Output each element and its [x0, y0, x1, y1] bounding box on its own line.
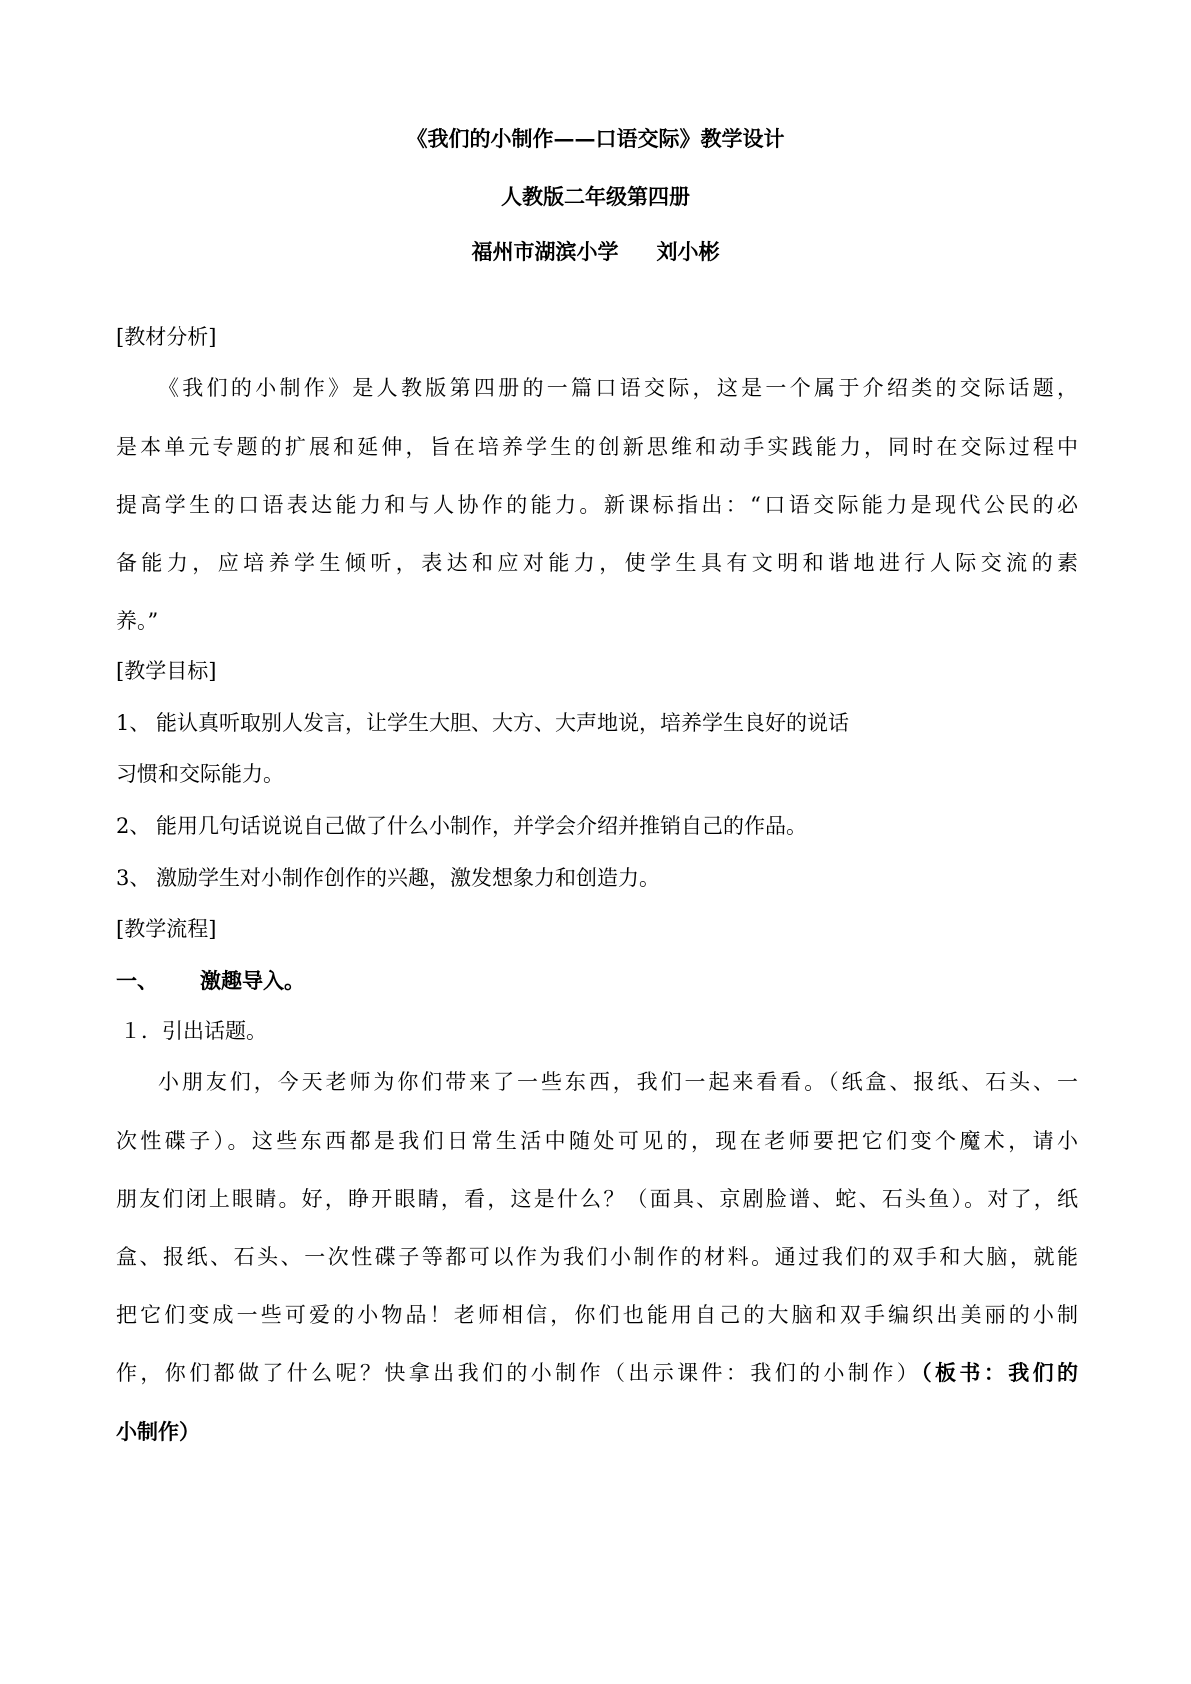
analysis-line: 备能力，应培养学生倾听，表达和应对能力，使学生具有文明和谐地进行人际交流的素 [116, 551, 1078, 575]
goal-item [116, 811, 807, 841]
process-heading: [教学流程] [116, 917, 217, 941]
board-note: （板书：我们的 [921, 1360, 1079, 1385]
document-edition: 人教版二年级第四册 [501, 184, 690, 209]
step-number: 一、 [116, 968, 158, 993]
process-line: 次性碟子）。这些东西都是我们日常生活中随处可见的，现在老师要把它们变个魔术，请小 [116, 1129, 1078, 1153]
analysis-heading: [教材分析] [116, 325, 217, 349]
process-line: 把它们变成一些可爱的小物品！老师相信，你们也能用自己的大脑和双手编织出美丽的小制 [116, 1303, 1078, 1327]
goal-item [116, 863, 660, 893]
goal-number: 1、 [116, 711, 151, 735]
process-line: 盒、报纸、石头、一次性碟子等都可以作为我们小制作的材料。通过我们的双手和大脑，就能 [116, 1245, 1078, 1269]
document-byline [0, 237, 1191, 267]
board-note-end: 小制作） [116, 1419, 200, 1444]
step-title: 激趣导入。 [200, 968, 305, 993]
process-line: 小朋友们，今天老师为你们带来了一些东西，我们一起来看看。（纸盒、报纸、石头、一 [158, 1070, 1078, 1094]
analysis-line: 《我们的小制作》是人教版第四册的一篇口语交际，这是一个属于介绍类的交际话题， [158, 376, 1078, 400]
goal-item [116, 708, 849, 738]
analysis-line: 提高学生的口语表达能力和与人协作的能力。新课标指出：“口语交际能力是现代公民的必 [116, 493, 1078, 517]
goals-heading: [教学目标] [116, 659, 217, 683]
goal-text: 能认真听取别人发言，让学生大胆、大方、大声地说，培养学生良好的说话 [156, 711, 849, 735]
author-name: 刘小彬 [656, 239, 720, 264]
goal-text: 激励学生对小制作创作的兴趣，激发想象力和创造力。 [156, 866, 660, 890]
process-step [116, 966, 305, 996]
analysis-line: 是本单元专题的扩展和延伸，旨在培养学生的创新思维和动手实践能力，同时在交际过程中 [116, 435, 1078, 459]
school-name: 福州市湖滨小学 [471, 239, 619, 264]
goal-item-continued: 习惯和交际能力。 [116, 762, 284, 786]
goal-number: 2、 [116, 814, 151, 838]
process-line: 朋友们闭上眼睛。好，睁开眼睛，看，这是什么？（面具、京剧脸谱、蛇、石头鱼）。对了，纸 [116, 1187, 1078, 1211]
process-line-text: 作，你们都做了什么呢？快拿出我们的小制作（出示课件：我们的小制作） [116, 1361, 922, 1385]
goal-text: 能用几句话说说自己做了什么小制作，并学会介绍并推销自己的作品。 [156, 814, 807, 838]
goal-number: 3、 [116, 866, 151, 890]
analysis-line: 养。” [116, 609, 159, 633]
process-subheading: １．引出话题。 [120, 1019, 267, 1043]
document-title: 《我们的小制作——口语交际》教学设计 [406, 126, 785, 151]
process-line [116, 1358, 1078, 1388]
